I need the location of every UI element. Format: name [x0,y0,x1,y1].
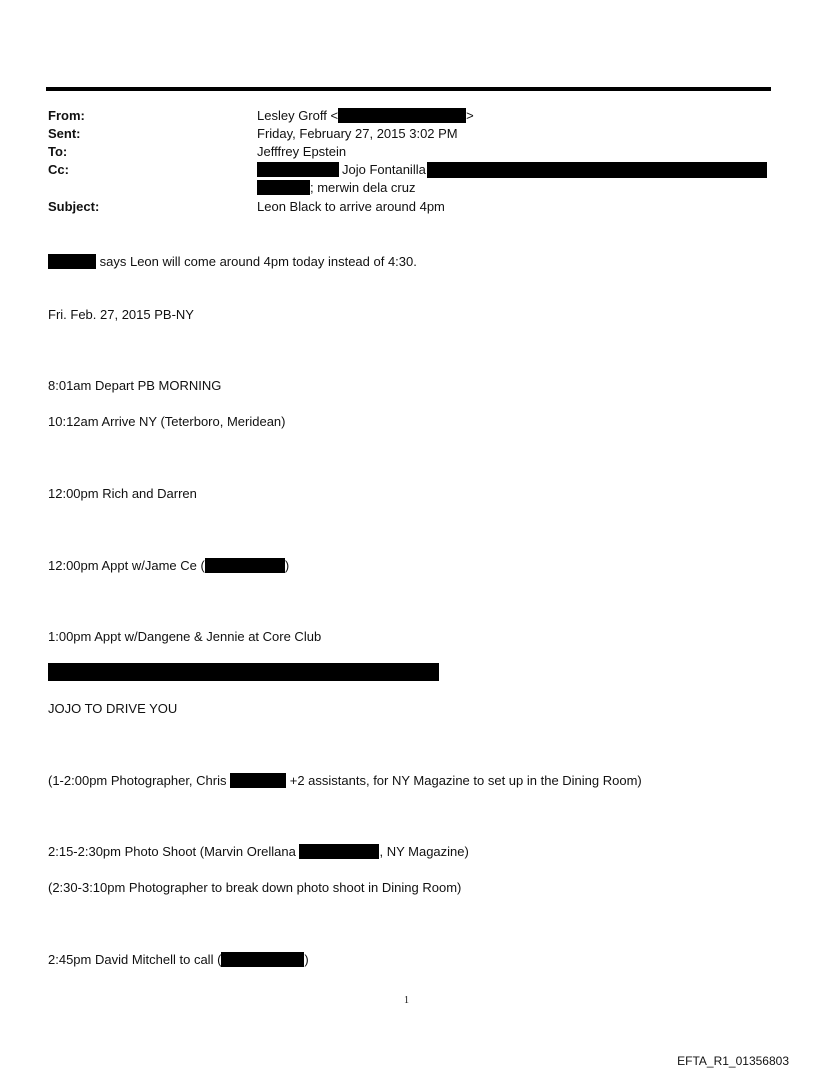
item-shoot [48,843,469,861]
subject-label: Subject: [48,199,100,214]
mitchell-suffix: ) [304,952,309,967]
from-value [257,107,474,125]
intro-text: says Leon will come around 4pm today instead of 4:30. [99,254,417,269]
redaction-block [48,254,96,269]
shoot-text: 2:15-2:30pm Photo Shoot (Marvin Orellana [48,844,296,859]
photographer-suffix: +2 assistants, for NY Magazine to set up in the Dining Room) [289,773,642,788]
date-line: Fri. Feb. 27, 2015 PB-NY [48,307,194,322]
sent-label: Sent: [48,126,81,141]
item-depart: 8:01am Depart PB MORNING [48,378,222,393]
header-rule [46,87,771,91]
item-mitchell [48,951,309,969]
jame-text: 12:00pm Appt w/Jame Ce ( [48,558,205,573]
redaction-block [299,844,379,859]
item-rich: 12:00pm Rich and Darren [48,486,197,501]
page-number: 1 [404,995,409,1006]
redaction-block [427,162,767,178]
item-jame [48,557,289,575]
subject-value: Leon Black to arrive around 4pm [257,199,445,214]
item-jojo: JOJO TO DRIVE YOU [48,701,178,716]
cc-value-line2 [257,179,415,197]
redaction-block [205,558,285,573]
item-arrive: 10:12am Arrive NY (Teterboro, Meridean) [48,414,286,429]
item-photographer [48,772,642,790]
redaction-block [257,180,310,195]
from-suffix: > [466,108,474,123]
from-label: From: [48,108,85,123]
item-dangene: 1:00pm Appt w/Dangene & Jennie at Core Club [48,629,322,644]
cc-label: Cc: [48,162,69,177]
cc-name-2: ; merwin dela cruz [310,180,416,195]
mitchell-text: 2:45pm David Mitchell to call ( [48,952,222,967]
document-id: EFTA_R1_01356803 [677,1054,789,1068]
cc-name-1: Jojo Fontanilla [342,162,426,177]
redaction-block [257,162,339,177]
redaction-block [221,952,304,967]
photographer-text: (1-2:00pm Photographer, Chris [48,773,227,788]
intro-line [48,253,417,271]
redaction-block [338,108,466,123]
redaction-block [230,773,286,788]
cc-value-line1 [257,161,426,179]
sent-value: Friday, February 27, 2015 3:02 PM [257,126,458,141]
item-breakdown: (2:30-3:10pm Photographer to break down photo shoot in Dining Room) [48,880,462,895]
to-label: To: [48,144,68,159]
shoot-suffix: , NY Magazine) [379,844,469,859]
redaction-block [48,663,439,681]
from-name: Lesley Groff < [257,108,339,123]
jame-suffix: ) [284,558,290,573]
to-value: Jefffrey Epstein [257,144,347,159]
